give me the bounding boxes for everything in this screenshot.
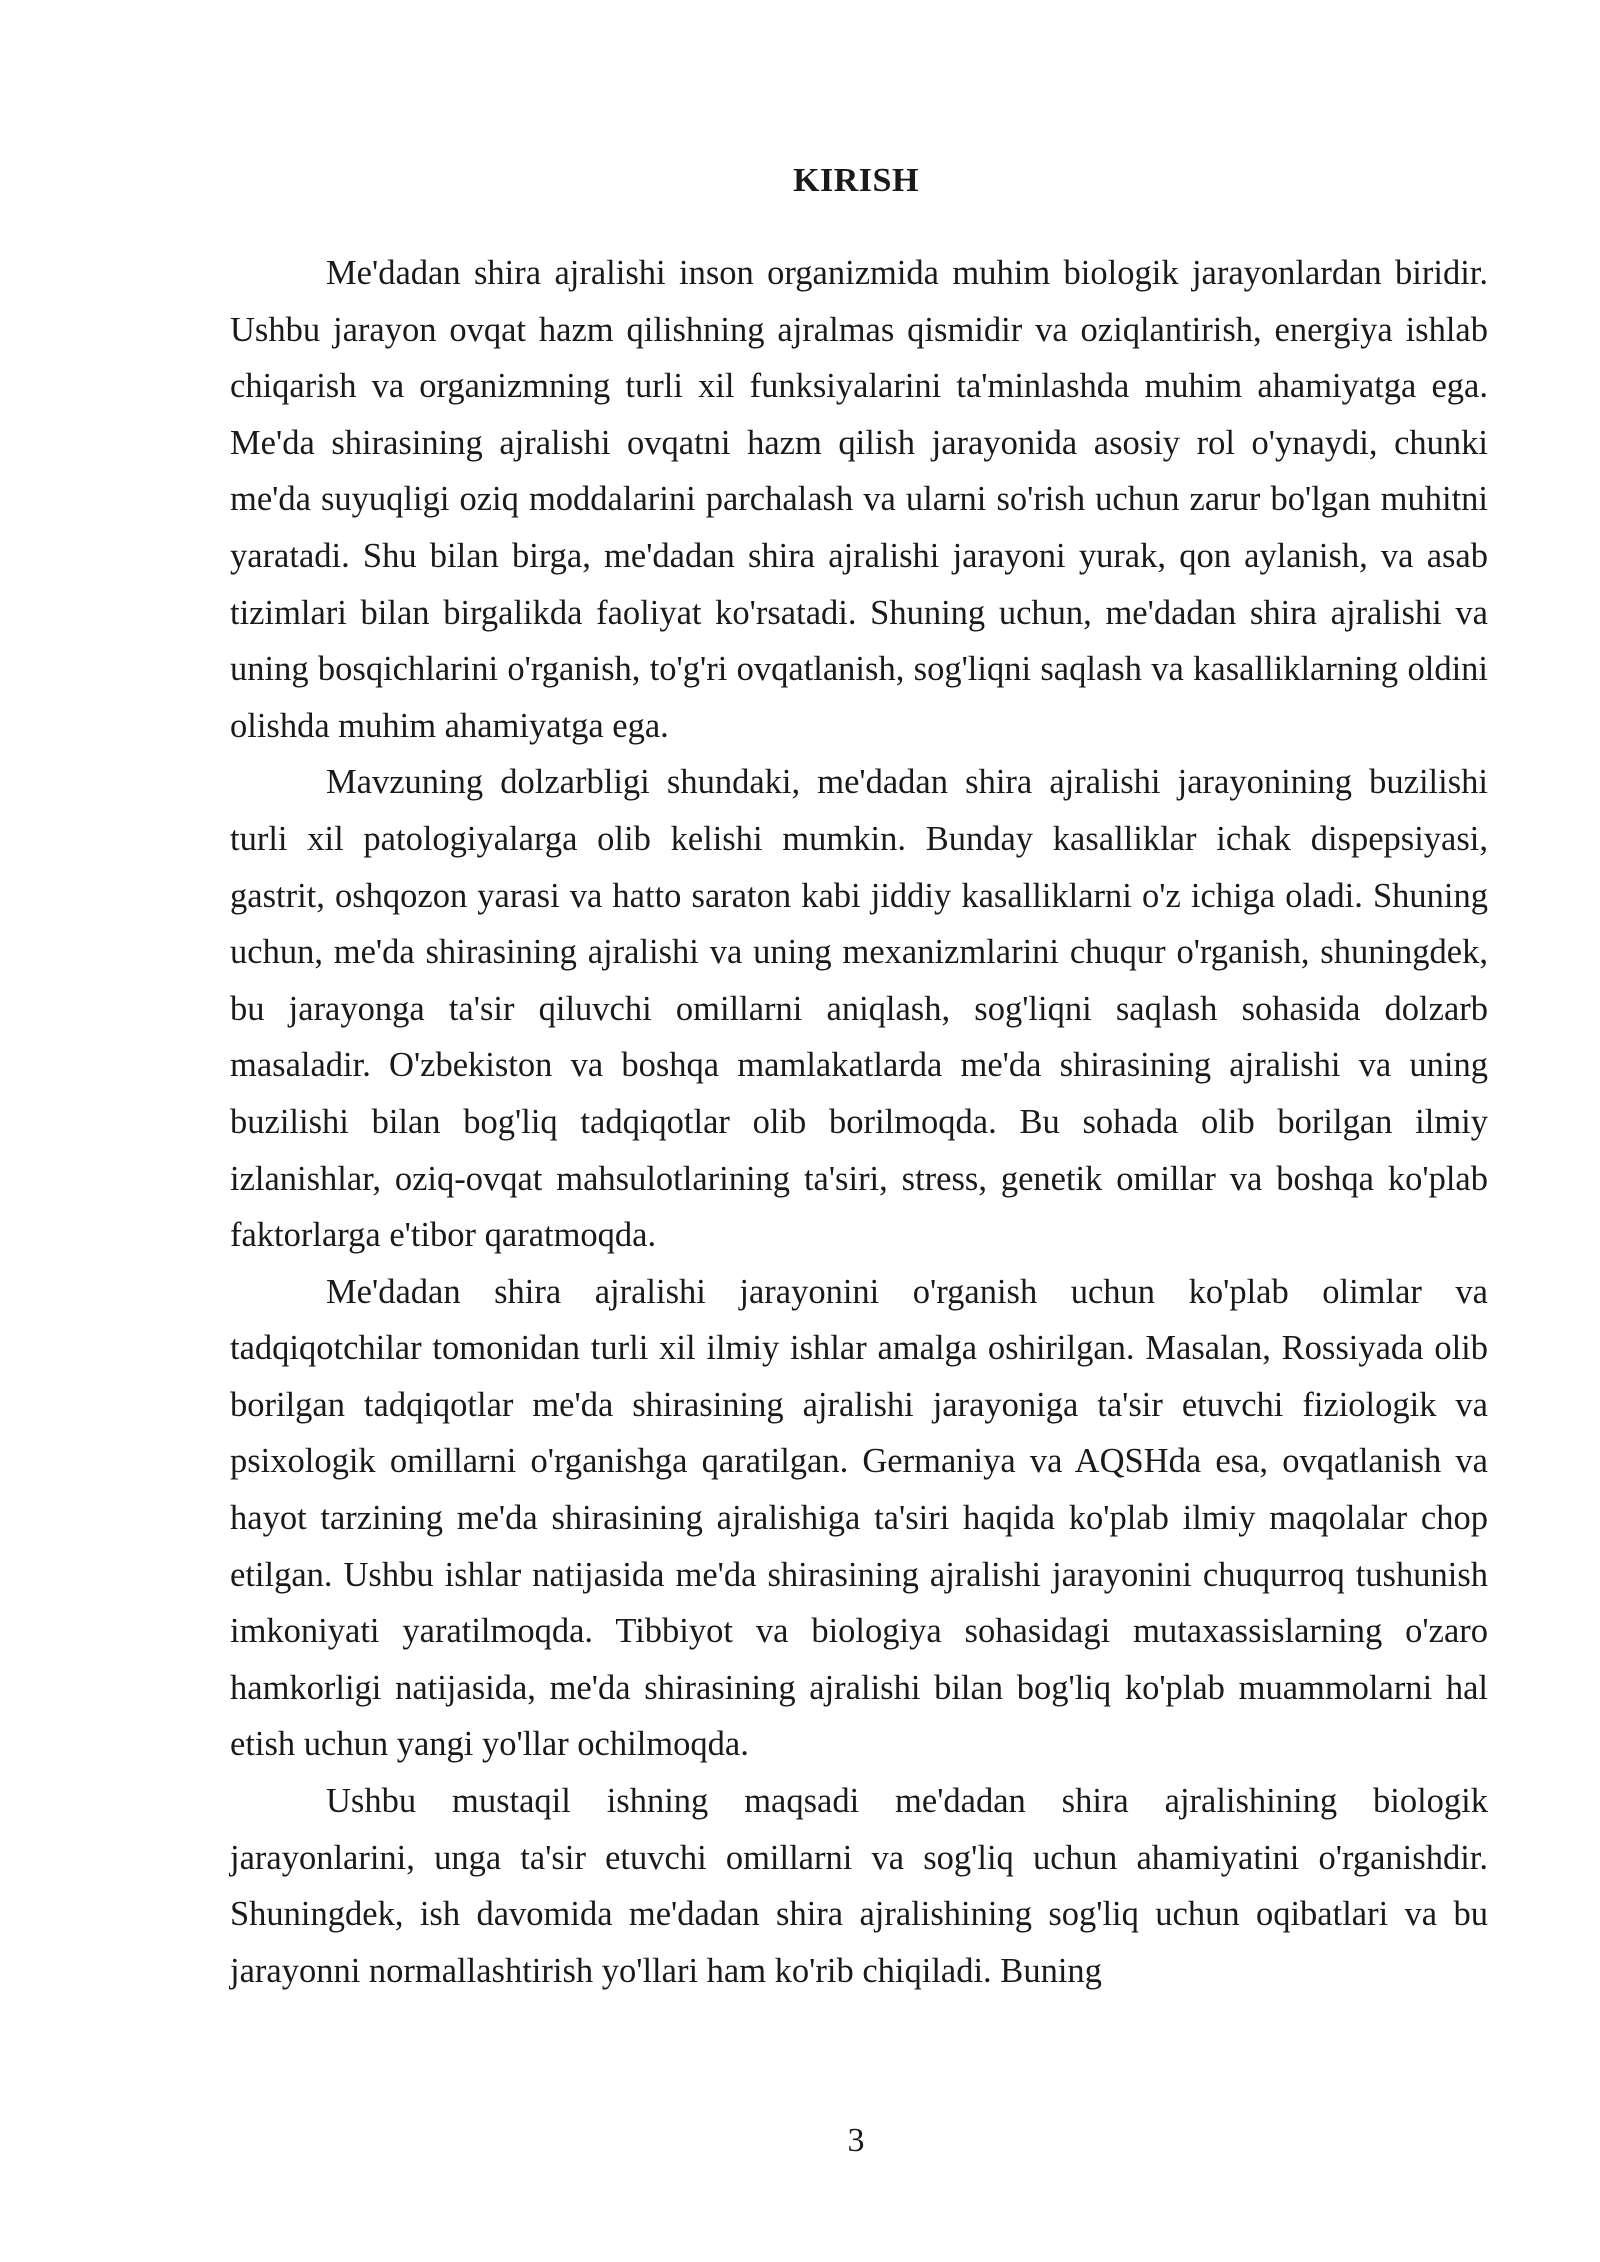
page-title: KIRISH (793, 162, 919, 199)
paragraph-4: Ushbu mustaqil ishning maqsadi me'dadan shira ajralishining biologik jarayonlarini, unga ta'sir etuvchi omillarni va sog'liq uchun ahamiyatini o'rganishdir. Shuningdek, ish davomida me'dadan shira ajralishining sog'liq uchun oqibatlari va bu jarayonni normallashtirish yo'llari ham ko'rib chiqiladi. Buning (230, 1782, 1488, 1990)
document-body (230, 245, 1488, 1999)
paragraph-2: Mavzuning dolzarbligi shundaki, me'dadan shira ajralishi jarayonining buzilishi turli xil patologiyalarga olib kelishi mumkin. Bunday kasalliklar ichak dispepsiyasi, gastrit, oshqozon yarasi va hatto saraton kabi jiddiy kasalliklarni o'z ichiga oladi. Shuning uchun, me'da shirasining ajralishi va uning mexanizmlarini chuqur o'rganish, shuningdek, bu jarayonga ta'sir qiluvchi omillarni aniqlash, sog'liqni saqlash sohasida dolzarb masaladir. O'zbekiston va boshqa mamlakatlarda me'da shirasining ajralishi va uning buzilishi bilan bog'liq tadqiqotlar olib borilmoqda. Bu sohada olib borilgan ilmiy izlanishlar, oziq-ovqat mahsulotlarining ta'siri, stress, genetik omillar va boshqa ko'plab faktorlarga e'tibor qaratmoqda. (230, 763, 1488, 1255)
paragraph-3: Me'dadan shira ajralishi jarayonini o'rganish uchun ko'plab olimlar va tadqiqotchilar tomonidan turli xil ilmiy ishlar amalga oshirilgan. Masalan, Rossiyada olib borilgan tadqiqotlar me'da shirasining ajralishi jarayoniga ta'sir etuvchi fiziologik va psixologik omillarni o'rganishga qaratilgan. Germaniya va AQSHda esa, ovqatlanish va hayot tarzining me'da shirasining ajralishiga ta'siri haqida ko'plab ilmiy maqolalar chop etilgan. Ushbu ishlar natijasida me'da shirasining ajralishi jarayonini chuqurroq tushunish imkoniyati yaratilmoqda. Tibbiyot va biologiya sohasidagi mutaxassislarning o'zaro hamkorligi natijasida, me'da shirasining ajralishi bilan bog'liq ko'plab muammolarni hal etish uchun yangi yo'llar ochilmoqda. (230, 1272, 1488, 1764)
page-number: 3 (847, 2122, 865, 2159)
paragraph-1: Me'dadan shira ajralishi inson organizmida muhim biologik jarayonlardan biridir. Ushbu jarayon ovqat hazm qilishning ajralmas qismidir va oziqlantirish, energiya ishlab chiqarish va organizmning turli xil funksiyalarini ta'minlashda muhim ahamiyatga ega. Me'da shirasining ajralishi ovqatni hazm qilish jarayonida asosiy rol o'ynaydi, chunki me'da suyuqligi oziq moddalarini parchalash va ularni so'rish uchun zarur bo'lgan muhitni yaratadi. Shu bilan birga, me'dadan shira ajralishi jarayoni yurak, qon aylanish, va asab tizimlari bilan birgalikda faoliyat ko'rsatadi. Shuning uchun, me'dadan shira ajralishi va uning bosqichlarini o'rganish, to'g'ri ovqatlanish, sog'liqni saqlash va kasalliklarning oldini olishda muhim ahamiyatga ega. (230, 254, 1488, 745)
